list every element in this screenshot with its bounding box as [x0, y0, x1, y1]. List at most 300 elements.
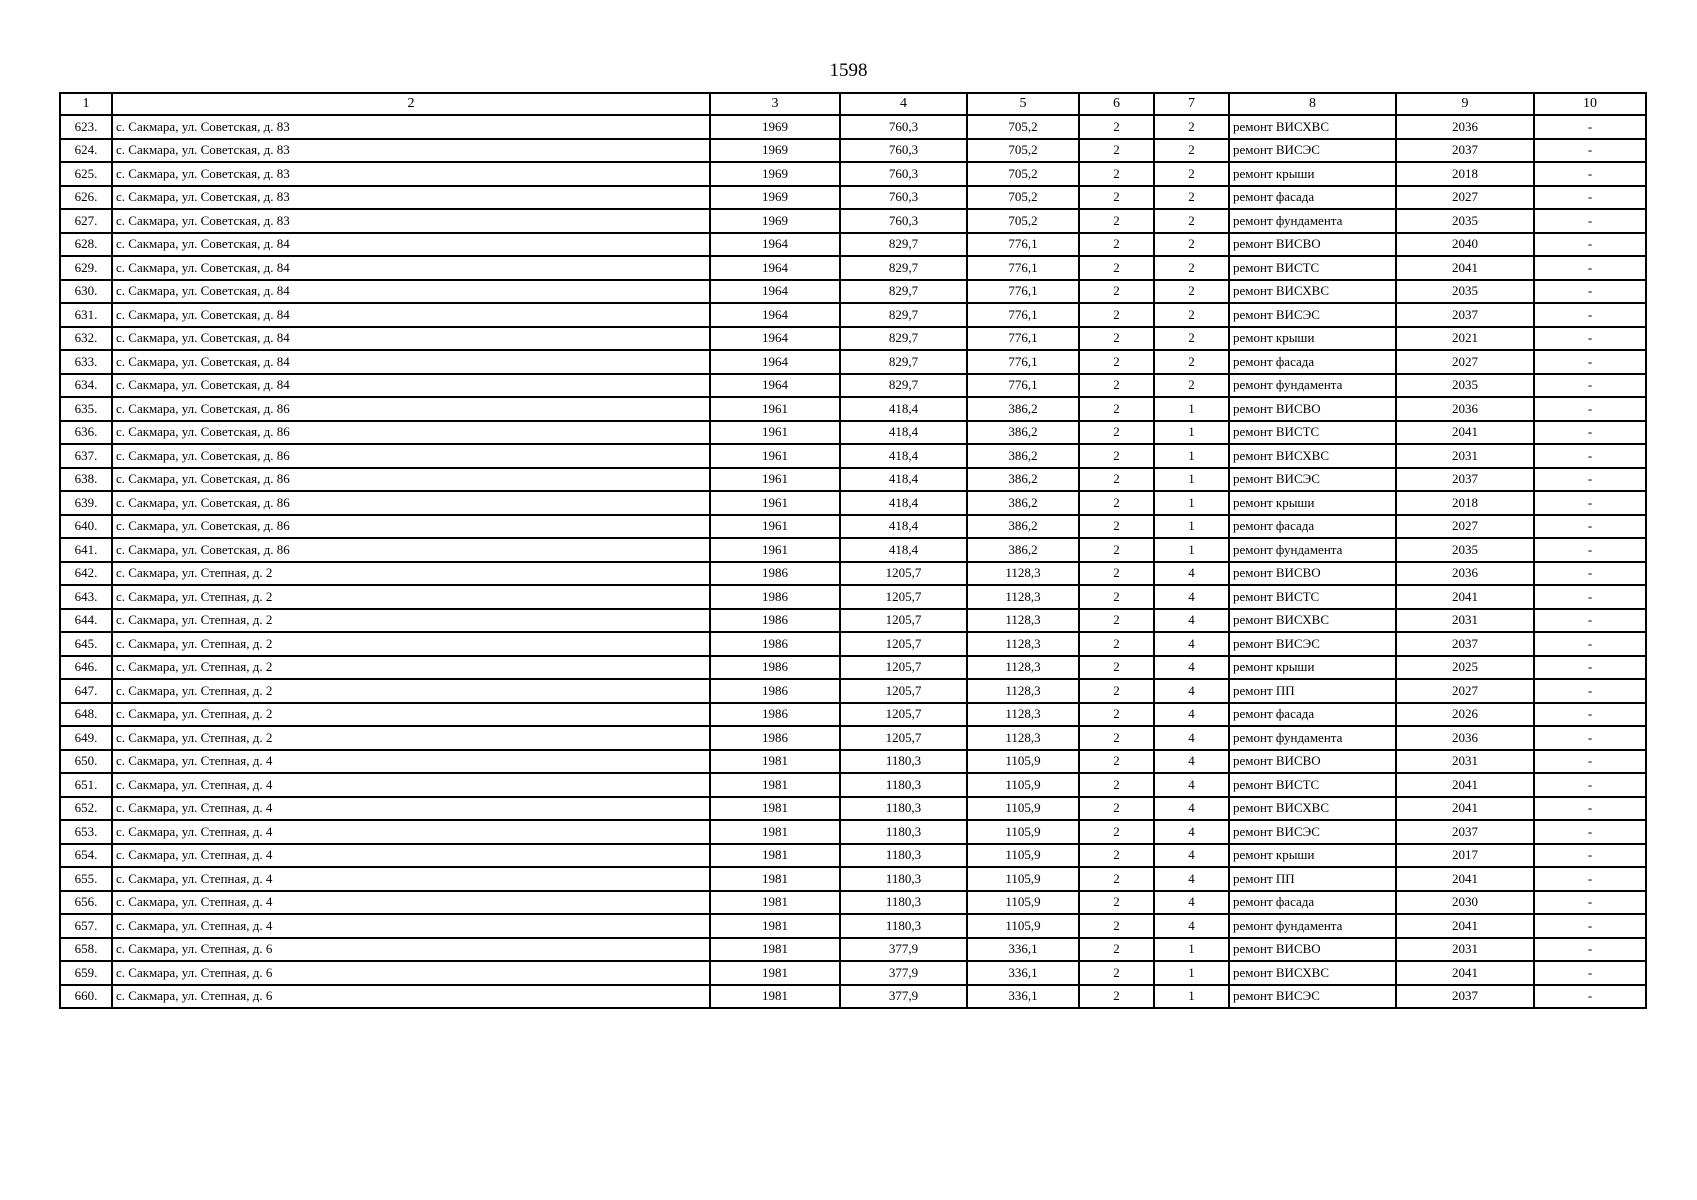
table-row: [60, 585, 1646, 609]
cell-planned-year: 2030: [1396, 891, 1534, 915]
cell-planned-year: 2026: [1396, 703, 1534, 727]
header-row: [60, 93, 1646, 115]
cell-planned-year: 2027: [1396, 350, 1534, 374]
table-row: [60, 844, 1646, 868]
table-row: [60, 797, 1646, 821]
cell-address: с. Сакмара, ул. Степная, д. 2: [112, 609, 710, 633]
cell-year-built: 1969: [710, 209, 840, 233]
cell-year-built: 1981: [710, 938, 840, 962]
table-row: [60, 515, 1646, 539]
cell-living-area: 386,2: [967, 444, 1079, 468]
cell-entrances: 2: [1154, 139, 1229, 163]
cell-planned-year: 2031: [1396, 938, 1534, 962]
table-row: [60, 891, 1646, 915]
table-row: [60, 750, 1646, 774]
cell-note: -: [1534, 444, 1646, 468]
cell-total-area: 418,4: [840, 444, 967, 468]
cell-note: -: [1534, 256, 1646, 280]
cell-living-area: 1128,3: [967, 656, 1079, 680]
cell-living-area: 336,1: [967, 938, 1079, 962]
cell-living-area: 1128,3: [967, 679, 1079, 703]
cell-entrances: 2: [1154, 303, 1229, 327]
cell-work-type: ремонт фасада: [1229, 350, 1396, 374]
cell-floors: 2: [1079, 891, 1154, 915]
cell-living-area: 386,2: [967, 421, 1079, 445]
cell-total-area: 418,4: [840, 468, 967, 492]
cell-entrances: 1: [1154, 961, 1229, 985]
cell-work-type: ремонт ВИСВО: [1229, 750, 1396, 774]
cell-floors: 2: [1079, 280, 1154, 304]
cell-note: -: [1534, 891, 1646, 915]
cell-floors: 2: [1079, 914, 1154, 938]
cell-note: -: [1534, 233, 1646, 257]
cell-work-type: ремонт ВИСЭС: [1229, 139, 1396, 163]
table-row: [60, 609, 1646, 633]
cell-note: -: [1534, 280, 1646, 304]
cell-floors: 2: [1079, 115, 1154, 139]
cell-planned-year: 2027: [1396, 679, 1534, 703]
cell-note: -: [1534, 139, 1646, 163]
cell-total-area: 829,7: [840, 280, 967, 304]
cell-planned-year: 2041: [1396, 867, 1534, 891]
cell-row-number: 655.: [60, 867, 112, 891]
cell-work-type: ремонт фундамента: [1229, 209, 1396, 233]
cell-work-type: ремонт крыши: [1229, 327, 1396, 351]
cell-total-area: 1180,3: [840, 773, 967, 797]
cell-work-type: ремонт ВИСХВС: [1229, 609, 1396, 633]
cell-row-number: 658.: [60, 938, 112, 962]
cell-row-number: 630.: [60, 280, 112, 304]
cell-floors: 2: [1079, 750, 1154, 774]
cell-note: -: [1534, 609, 1646, 633]
cell-address: с. Сакмара, ул. Советская, д. 86: [112, 515, 710, 539]
cell-address: с. Сакмара, ул. Советская, д. 86: [112, 397, 710, 421]
column-header-9: 9: [1396, 93, 1534, 115]
table-row: [60, 256, 1646, 280]
cell-work-type: ремонт фундамента: [1229, 538, 1396, 562]
cell-entrances: 4: [1154, 632, 1229, 656]
cell-total-area: 418,4: [840, 491, 967, 515]
cell-row-number: 646.: [60, 656, 112, 680]
cell-note: -: [1534, 914, 1646, 938]
repair-register-table: [59, 92, 1647, 1009]
cell-work-type: ремонт крыши: [1229, 491, 1396, 515]
cell-row-number: 639.: [60, 491, 112, 515]
cell-planned-year: 2035: [1396, 538, 1534, 562]
cell-row-number: 656.: [60, 891, 112, 915]
cell-note: -: [1534, 797, 1646, 821]
cell-work-type: ремонт ВИСВО: [1229, 397, 1396, 421]
cell-floors: 2: [1079, 844, 1154, 868]
table-row: [60, 656, 1646, 680]
cell-note: -: [1534, 773, 1646, 797]
cell-year-built: 1969: [710, 162, 840, 186]
column-header-10: 10: [1534, 93, 1646, 115]
cell-floors: 2: [1079, 491, 1154, 515]
cell-year-built: 1986: [710, 632, 840, 656]
cell-row-number: 654.: [60, 844, 112, 868]
cell-entrances: 1: [1154, 468, 1229, 492]
cell-floors: 2: [1079, 186, 1154, 210]
cell-floors: 2: [1079, 679, 1154, 703]
column-header-3: 3: [710, 93, 840, 115]
cell-total-area: 829,7: [840, 350, 967, 374]
cell-entrances: 4: [1154, 726, 1229, 750]
cell-address: с. Сакмара, ул. Степная, д. 2: [112, 585, 710, 609]
cell-address: с. Сакмара, ул. Советская, д. 83: [112, 139, 710, 163]
cell-row-number: 623.: [60, 115, 112, 139]
cell-entrances: 1: [1154, 397, 1229, 421]
cell-note: -: [1534, 303, 1646, 327]
cell-note: -: [1534, 186, 1646, 210]
cell-living-area: 705,2: [967, 115, 1079, 139]
cell-floors: 2: [1079, 985, 1154, 1009]
cell-row-number: 642.: [60, 562, 112, 586]
cell-year-built: 1961: [710, 538, 840, 562]
cell-address: с. Сакмара, ул. Степная, д. 4: [112, 820, 710, 844]
cell-work-type: ремонт ВИСТС: [1229, 256, 1396, 280]
cell-note: -: [1534, 703, 1646, 727]
cell-entrances: 2: [1154, 256, 1229, 280]
cell-entrances: 4: [1154, 773, 1229, 797]
cell-total-area: 829,7: [840, 303, 967, 327]
cell-year-built: 1961: [710, 491, 840, 515]
cell-floors: 2: [1079, 703, 1154, 727]
column-header-6: 6: [1079, 93, 1154, 115]
cell-floors: 2: [1079, 515, 1154, 539]
cell-floors: 2: [1079, 468, 1154, 492]
cell-living-area: 1105,9: [967, 820, 1079, 844]
cell-entrances: 4: [1154, 656, 1229, 680]
cell-entrances: 4: [1154, 844, 1229, 868]
cell-entrances: 4: [1154, 891, 1229, 915]
cell-note: -: [1534, 844, 1646, 868]
cell-address: с. Сакмара, ул. Советская, д. 86: [112, 491, 710, 515]
cell-work-type: ремонт крыши: [1229, 162, 1396, 186]
cell-address: с. Сакмара, ул. Степная, д. 6: [112, 985, 710, 1009]
cell-planned-year: 2037: [1396, 985, 1534, 1009]
cell-entrances: 2: [1154, 233, 1229, 257]
cell-floors: 2: [1079, 632, 1154, 656]
cell-year-built: 1969: [710, 186, 840, 210]
cell-work-type: ремонт ВИСВО: [1229, 562, 1396, 586]
cell-note: -: [1534, 397, 1646, 421]
cell-note: -: [1534, 350, 1646, 374]
cell-floors: 2: [1079, 656, 1154, 680]
cell-floors: 2: [1079, 562, 1154, 586]
cell-living-area: 705,2: [967, 162, 1079, 186]
cell-total-area: 760,3: [840, 115, 967, 139]
table-row: [60, 914, 1646, 938]
cell-planned-year: 2037: [1396, 820, 1534, 844]
cell-work-type: ремонт ВИСХВС: [1229, 961, 1396, 985]
cell-year-built: 1981: [710, 961, 840, 985]
cell-living-area: 1105,9: [967, 844, 1079, 868]
cell-year-built: 1981: [710, 914, 840, 938]
table-row: [60, 938, 1646, 962]
cell-address: с. Сакмара, ул. Степная, д. 2: [112, 656, 710, 680]
table-row: [60, 491, 1646, 515]
cell-year-built: 1981: [710, 844, 840, 868]
cell-year-built: 1961: [710, 468, 840, 492]
cell-work-type: ремонт фундамента: [1229, 374, 1396, 398]
cell-row-number: 626.: [60, 186, 112, 210]
cell-planned-year: 2041: [1396, 421, 1534, 445]
cell-year-built: 1969: [710, 139, 840, 163]
cell-note: -: [1534, 327, 1646, 351]
cell-total-area: 760,3: [840, 139, 967, 163]
cell-total-area: 829,7: [840, 327, 967, 351]
cell-floors: 2: [1079, 209, 1154, 233]
cell-living-area: 386,2: [967, 491, 1079, 515]
cell-planned-year: 2036: [1396, 397, 1534, 421]
cell-note: -: [1534, 115, 1646, 139]
cell-living-area: 776,1: [967, 303, 1079, 327]
cell-row-number: 637.: [60, 444, 112, 468]
cell-row-number: 628.: [60, 233, 112, 257]
cell-entrances: 4: [1154, 820, 1229, 844]
cell-entrances: 1: [1154, 538, 1229, 562]
cell-floors: 2: [1079, 773, 1154, 797]
cell-planned-year: 2027: [1396, 515, 1534, 539]
cell-floors: 2: [1079, 609, 1154, 633]
cell-year-built: 1981: [710, 797, 840, 821]
cell-year-built: 1981: [710, 773, 840, 797]
table-row: [60, 162, 1646, 186]
column-header-2: 2: [112, 93, 710, 115]
cell-entrances: 2: [1154, 209, 1229, 233]
cell-total-area: 1205,7: [840, 562, 967, 586]
cell-work-type: ремонт фундамента: [1229, 726, 1396, 750]
cell-year-built: 1964: [710, 303, 840, 327]
cell-total-area: 1180,3: [840, 820, 967, 844]
page-number: 1598: [829, 60, 868, 81]
table-row: [60, 632, 1646, 656]
cell-planned-year: 2041: [1396, 585, 1534, 609]
cell-living-area: 705,2: [967, 139, 1079, 163]
cell-row-number: 638.: [60, 468, 112, 492]
cell-living-area: 1128,3: [967, 585, 1079, 609]
cell-entrances: 4: [1154, 703, 1229, 727]
cell-work-type: ремонт ВИСВО: [1229, 938, 1396, 962]
cell-planned-year: 2031: [1396, 609, 1534, 633]
cell-row-number: 647.: [60, 679, 112, 703]
cell-entrances: 4: [1154, 797, 1229, 821]
cell-year-built: 1981: [710, 750, 840, 774]
cell-note: -: [1534, 468, 1646, 492]
cell-floors: 2: [1079, 374, 1154, 398]
cell-row-number: 641.: [60, 538, 112, 562]
cell-living-area: 386,2: [967, 515, 1079, 539]
cell-note: -: [1534, 985, 1646, 1009]
table-row: [60, 468, 1646, 492]
cell-year-built: 1986: [710, 585, 840, 609]
cell-note: -: [1534, 632, 1646, 656]
cell-floors: 2: [1079, 797, 1154, 821]
cell-floors: 2: [1079, 444, 1154, 468]
cell-living-area: 1128,3: [967, 632, 1079, 656]
cell-year-built: 1986: [710, 679, 840, 703]
cell-row-number: 648.: [60, 703, 112, 727]
cell-entrances: 2: [1154, 115, 1229, 139]
cell-total-area: 1180,3: [840, 867, 967, 891]
cell-total-area: 1205,7: [840, 679, 967, 703]
table-row: [60, 867, 1646, 891]
cell-living-area: 1105,9: [967, 750, 1079, 774]
column-header-8: 8: [1229, 93, 1396, 115]
cell-floors: 2: [1079, 726, 1154, 750]
cell-total-area: 760,3: [840, 209, 967, 233]
cell-address: с. Сакмара, ул. Степная, д. 2: [112, 632, 710, 656]
cell-planned-year: 2037: [1396, 468, 1534, 492]
cell-living-area: 776,1: [967, 350, 1079, 374]
cell-address: с. Сакмара, ул. Советская, д. 86: [112, 468, 710, 492]
cell-planned-year: 2021: [1396, 327, 1534, 351]
cell-address: с. Сакмара, ул. Советская, д. 86: [112, 444, 710, 468]
cell-total-area: 377,9: [840, 961, 967, 985]
cell-row-number: 659.: [60, 961, 112, 985]
cell-row-number: 633.: [60, 350, 112, 374]
cell-total-area: 829,7: [840, 256, 967, 280]
cell-planned-year: 2018: [1396, 162, 1534, 186]
cell-entrances: 2: [1154, 374, 1229, 398]
cell-row-number: 660.: [60, 985, 112, 1009]
cell-living-area: 1105,9: [967, 797, 1079, 821]
cell-year-built: 1981: [710, 891, 840, 915]
cell-year-built: 1964: [710, 350, 840, 374]
cell-year-built: 1981: [710, 820, 840, 844]
cell-address: с. Сакмара, ул. Советская, д. 86: [112, 421, 710, 445]
cell-living-area: 776,1: [967, 374, 1079, 398]
cell-total-area: 418,4: [840, 397, 967, 421]
table-row: [60, 538, 1646, 562]
cell-entrances: 2: [1154, 162, 1229, 186]
column-header-1: 1: [60, 93, 112, 115]
cell-work-type: ремонт фасада: [1229, 703, 1396, 727]
table-row: [60, 233, 1646, 257]
cell-planned-year: 2031: [1396, 750, 1534, 774]
cell-year-built: 1986: [710, 562, 840, 586]
cell-work-type: ремонт крыши: [1229, 844, 1396, 868]
cell-work-type: ремонт ВИСЭС: [1229, 985, 1396, 1009]
cell-address: с. Сакмара, ул. Степная, д. 2: [112, 562, 710, 586]
cell-row-number: 652.: [60, 797, 112, 821]
cell-work-type: ремонт ВИСТС: [1229, 421, 1396, 445]
cell-living-area: 386,2: [967, 538, 1079, 562]
cell-planned-year: 2041: [1396, 914, 1534, 938]
cell-floors: 2: [1079, 961, 1154, 985]
cell-planned-year: 2035: [1396, 280, 1534, 304]
cell-floors: 2: [1079, 327, 1154, 351]
cell-total-area: 1180,3: [840, 914, 967, 938]
cell-total-area: 760,3: [840, 186, 967, 210]
cell-address: с. Сакмара, ул. Степная, д. 4: [112, 891, 710, 915]
cell-note: -: [1534, 726, 1646, 750]
table-row: [60, 115, 1646, 139]
cell-planned-year: 2017: [1396, 844, 1534, 868]
column-header-7: 7: [1154, 93, 1229, 115]
cell-living-area: 1105,9: [967, 891, 1079, 915]
cell-living-area: 776,1: [967, 280, 1079, 304]
cell-year-built: 1961: [710, 515, 840, 539]
cell-work-type: ремонт фасада: [1229, 891, 1396, 915]
cell-row-number: 649.: [60, 726, 112, 750]
cell-row-number: 645.: [60, 632, 112, 656]
cell-note: -: [1534, 515, 1646, 539]
table-row: [60, 139, 1646, 163]
cell-work-type: ремонт ВИСХВС: [1229, 115, 1396, 139]
cell-living-area: 386,2: [967, 468, 1079, 492]
cell-living-area: 1128,3: [967, 726, 1079, 750]
cell-year-built: 1964: [710, 233, 840, 257]
table-row: [60, 679, 1646, 703]
cell-total-area: 1205,7: [840, 726, 967, 750]
cell-entrances: 1: [1154, 444, 1229, 468]
cell-note: -: [1534, 538, 1646, 562]
cell-total-area: 1180,3: [840, 797, 967, 821]
cell-address: с. Сакмара, ул. Советская, д. 84: [112, 233, 710, 257]
cell-living-area: 776,1: [967, 256, 1079, 280]
cell-work-type: ремонт ПП: [1229, 679, 1396, 703]
cell-living-area: 776,1: [967, 327, 1079, 351]
cell-row-number: 644.: [60, 609, 112, 633]
cell-year-built: 1986: [710, 726, 840, 750]
cell-planned-year: 2036: [1396, 562, 1534, 586]
cell-address: с. Сакмара, ул. Советская, д. 84: [112, 327, 710, 351]
cell-living-area: 336,1: [967, 961, 1079, 985]
cell-floors: 2: [1079, 233, 1154, 257]
cell-work-type: ремонт ВИСЭС: [1229, 632, 1396, 656]
cell-entrances: 1: [1154, 938, 1229, 962]
cell-address: с. Сакмара, ул. Степная, д. 2: [112, 726, 710, 750]
cell-planned-year: 2041: [1396, 961, 1534, 985]
cell-entrances: 1: [1154, 515, 1229, 539]
cell-year-built: 1961: [710, 421, 840, 445]
table-row: [60, 350, 1646, 374]
cell-row-number: 636.: [60, 421, 112, 445]
cell-floors: 2: [1079, 938, 1154, 962]
cell-entrances: 2: [1154, 350, 1229, 374]
table-row: [60, 209, 1646, 233]
table-row: [60, 280, 1646, 304]
table-row: [60, 773, 1646, 797]
cell-work-type: ремонт ВИСВО: [1229, 233, 1396, 257]
cell-living-area: 1128,3: [967, 562, 1079, 586]
cell-year-built: 1961: [710, 444, 840, 468]
cell-note: -: [1534, 162, 1646, 186]
table-row: [60, 820, 1646, 844]
cell-planned-year: 2041: [1396, 256, 1534, 280]
table-row: [60, 186, 1646, 210]
cell-total-area: 377,9: [840, 938, 967, 962]
cell-living-area: 1105,9: [967, 914, 1079, 938]
cell-year-built: 1964: [710, 327, 840, 351]
table-row: [60, 726, 1646, 750]
cell-work-type: ремонт ВИСЭС: [1229, 303, 1396, 327]
cell-planned-year: 2036: [1396, 726, 1534, 750]
cell-work-type: ремонт фасада: [1229, 186, 1396, 210]
cell-total-area: 1205,7: [840, 609, 967, 633]
table-row: [60, 985, 1646, 1009]
table-row: [60, 421, 1646, 445]
cell-note: -: [1534, 679, 1646, 703]
cell-row-number: 657.: [60, 914, 112, 938]
cell-address: с. Сакмара, ул. Советская, д. 84: [112, 256, 710, 280]
cell-total-area: 829,7: [840, 233, 967, 257]
cell-floors: 2: [1079, 139, 1154, 163]
cell-address: с. Сакмара, ул. Советская, д. 83: [112, 186, 710, 210]
cell-planned-year: 2035: [1396, 209, 1534, 233]
